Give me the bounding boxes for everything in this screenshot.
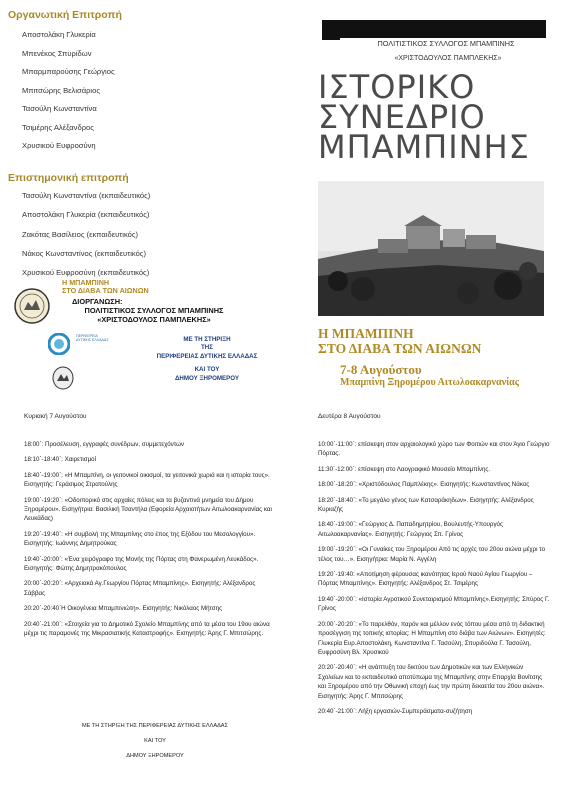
day1-heading: Κυριακή 7 Αυγούστου xyxy=(24,413,87,420)
list-item: Τσιμέρης Αλέξανδρος xyxy=(22,122,94,132)
scientific-list xyxy=(22,192,150,288)
region-logo-icon xyxy=(48,333,70,355)
title-line-2: ΣΥΝΕΔΡΙΟ xyxy=(318,98,486,136)
list-item: Μπιτσώρης Βελισάριος xyxy=(22,85,100,95)
schedule-item: 10:00΄-11:00΄: επίσκεψη στον αρχαιολογικό χώρο των Φοιτιών και στον Άγιο Γεώργιο Πόρτας. xyxy=(318,441,550,458)
list-item: Τασούλη Κωνσταντίνα xyxy=(22,104,97,113)
list-item: Μπαρμπαρούσης Γεώργιος xyxy=(22,67,115,76)
list-item: Μπενέκος Σπυρίδων xyxy=(22,48,92,58)
schedule-item: 20:00΄-20:20΄: «Το παρελθόν, παρόν και μέλλον ενός τόπου μέσα από τη διδακτική προσέγγιση της τοπικής ιστορίας: Η Μπαμπίνη στο διάβα των Αιώνων». Εισηγητές: Γλυκερία Ευρ.Αποστολάκη, Κωνσταντίνα Γ. Τασούλη, Σπυριδούλα Γ. Τασούλη, Ευφροσύνη Βλ. Χρυσικού xyxy=(318,620,546,656)
organizer-subtitle: «ΧΡΙΣΤΟΔΟΥΛΟΣ ΠΑΜΠΛΕΚΗΣ» xyxy=(97,315,211,324)
logo-title-line-1: Η ΜΠΑΜΠΙΝΗ xyxy=(62,278,110,287)
schedule-item: 18:10΄-18:40΄: Χαιρετισμοί xyxy=(24,456,96,464)
event-dates: 7-8 Αυγούστου xyxy=(340,362,422,377)
schedule-item: 11:30΄-12:00΄: επίσκεψη στο Λαογραφικό Μουσείο Μπαμπίνης. xyxy=(318,465,491,473)
schedule-item: 18:20΄-18:40΄: «Το μεγάλο γένος των Κατσαράκηδων». Εισηγητής: Αλέξανδρος Κυριαζής xyxy=(318,496,534,514)
association-subtitle: «ΧΡΙΣΤΟΔΟΥΛΟΣ ΠΑΜΠΛΕΚΗΣ» xyxy=(394,55,502,62)
footer-line-3: ΔΗΜΟΥ ΞΗΡΟΜΕΡΟΥ xyxy=(126,753,184,759)
logo-title-line-2: ΣΤΟ ΔΙΑΒΑ ΤΩΝ ΑΙΩΝΩΝ xyxy=(62,286,149,295)
schedule-item: 18:00΄: Προσέλευση, εγγραφές συνέδρων, συμμετεχόντων xyxy=(24,441,185,448)
region-logo-text: ΠΕΡΙΦΕΡΕΙΑ ΔΥΤΙΚΗΣ ΕΛΛΑΔΑΣ xyxy=(76,334,109,343)
organizer-label: ΔΙΟΡΓΑΝΩΣΗ: xyxy=(72,297,123,306)
header-black-bar xyxy=(322,20,546,40)
day1-schedule xyxy=(24,440,274,645)
theme-line-2: ΣΤΟ ΔΙΑΒΑ ΤΩΝ ΑΙΩΝΩΝ xyxy=(318,341,482,356)
schedule-item: 18:00΄-18:20΄: «Χριστόδουλος Παμπλέκης». Εισηγητής: Κωνσταντίνος Νάκος xyxy=(318,481,530,489)
list-item: Αποστολάκη Γλυκερία (εκπαιδευτικός) xyxy=(22,210,150,220)
schedule-item: 20:20΄-20:40΄Η Οικογένεια Μπαμπινιώτη». Εισηγητής: Νικόλαος Μήτσης xyxy=(24,605,223,613)
organizing-list xyxy=(22,31,115,161)
day2-heading: Δευτέρα 8 Αυγούστου xyxy=(318,413,381,420)
scientific-heading: Επιστημονική επιτροπή xyxy=(8,172,129,184)
schedule-item: 19:20΄-19:40΄: «Η συμβολή της Μπαμπίνης στο έπος της Εξόδου του Μεσολογγίου». Εισηγητής: Ιωάννης Δημητρούκας xyxy=(24,530,256,548)
list-item: Χρυσικού Ευφροσύνη (εκπαιδευτικός) xyxy=(22,268,150,278)
schedule-item: 19:40΄-20:00΄: «Ένα χειρόγραφο της Μονής της Πόρτας στη Φανερωμένη Λευκάδος». Εισηγητής: Φώτης Δημητρακόπουλος xyxy=(24,555,259,573)
list-item: Αποστολάκη Γλυκερία xyxy=(22,30,96,39)
schedule-item: 19:40΄-20:00΄: «Ιστορία Αγροτικού Συνεταιρισμού Μπαμπίνης».Εισηγητής: Σπύρος Γ. Γρίνος xyxy=(318,595,550,613)
support-line-1: ΜΕ ΤΗ ΣΤΗΡΙΞΗ xyxy=(183,336,231,343)
schedule-item: 19:00΄-19:20΄: «Οδοιπορικό στις αρχαίες πόλεις και τα βυζαντινά μνημεία του Δήμου Ξηρομέρου». Εισηγήτρια: Βασιλική Τσαντήλα (Εφορεία Αρχαιοτήτων Αιτωλοακαρνανίας και Λευκάδας) xyxy=(24,496,272,523)
support-line-4: ΚΑΙ ΤΟΥ xyxy=(194,366,220,374)
association-name: ΠΟΛΙΤΙΣΤΙΚΟΣ ΣΥΛΛΟΓΟΣ ΜΠΑΜΠΙΝΗΣ xyxy=(377,39,515,48)
schedule-item: 19:00΄-19:20΄: «Οι Γυναίκες του Ξηρομέρου Από τις αρχές του 20ου αιώνα μέχρι το τέλος του…». Εισηγήτρια: Μαρία Ν. Αγγέλη xyxy=(318,546,546,563)
theme-block xyxy=(318,326,558,356)
organizing-heading: Οργανωτική Επιτροπή xyxy=(8,9,122,21)
footer-line-2: ΚΑΙ ΤΟΥ xyxy=(144,738,166,744)
schedule-item: 18:40΄-19:00΄: «Γεώργιος Δ. Παπαδημητρίου, Βουλευτής-Υπουργός Αιτωλοακαρνανίας». Εισηγητής: Γεώργιος Σπ. Γρίνος xyxy=(318,521,503,538)
cover-photo xyxy=(318,181,544,316)
organizer-name: ΠΟΛΙΤΙΣΤΙΚΟΣ ΣΥΛΛΟΓΟΣ ΜΠΑΜΠΙΝΗΣ xyxy=(84,306,224,315)
municipality-seal-icon xyxy=(52,366,74,390)
association-seal-icon xyxy=(14,288,50,324)
support-line-2: ΤΗΣ xyxy=(201,344,213,352)
schedule-item: 20:40΄-21:00΄: «Στοιχεία για το Δημοτικό Σχολείο Μπαμπίνης από τα μέσα του 19ου αιώνα μέχρι τις παραμονές της Μικρασιατικής Καταστροφής». Εισηγητής: Άρης Γ. Μπιτσώρης. xyxy=(24,620,270,638)
support-line-5: ΔΗΜΟΥ ΞΗΡΟΜΕΡΟΥ xyxy=(174,374,240,382)
list-item: Νάκος Κωνσταντίνος (εκπαιδευτικός) xyxy=(22,248,146,258)
schedule-item: 20:00΄-20:20΄: «Αρχειακά Αγ.Γεωργίου Πόρτας Μπαμπίνης». Εισηγητής: Αλέξανδρος Σάββας xyxy=(24,580,256,597)
theme-line-1: Η ΜΠΑΜΠΙΝΗ xyxy=(318,326,414,341)
list-item: Χρυσικού Ευφροσύνη xyxy=(22,141,96,150)
title-line-1: ΙΣΤΟΡΙΚΟ xyxy=(318,68,476,106)
footer-line-1: ΜΕ ΤΗ ΣΤΗΡΙΞΗ ΤΗΣ ΠΕΡΙΦΕΡΕΙΑΣ ΔΥΤΙΚΗΣ ΕΛΛΑΔΑΣ xyxy=(81,723,228,729)
day2-schedule xyxy=(318,440,550,722)
day1-footer xyxy=(40,722,270,761)
support-line-3: ΠΕΡΙΦΕΡΕΙΑΣ ΔΥΤΙΚΗΣ ΕΛΛΑΔΑΣ xyxy=(156,352,258,360)
schedule-item: 18:40΄-19:00΄: «Η Μπαμπίνη, οι γειτονικοί οικισμοί, τα γειτονικά χωριά και η ιστορία τους». Εισηγητής: Γεράσιμος Στρατούλης xyxy=(24,471,270,489)
title-line-3: ΜΠΑΜΠΙΝΗΣ xyxy=(318,128,530,166)
schedule-item: 19:20΄-19:40: «Αποτίμηση φέρουσας ικανότητας Ιερού Ναού Αγίου Γεωργίου – Πόρτας Μπαμπίνης». Εισηγητής: Αλέξανδρος Στ. Τσιμέρης xyxy=(318,571,533,588)
event-place: Μπαμπίνη Ξηρομέρου Αιτωλοακαρνανίας xyxy=(340,377,519,388)
schedule-item: 20:40΄-21:00΄: Λήξη εργασιών-Συμπεράσματα-συζήτηση xyxy=(318,707,473,715)
list-item: Τασούλη Κωνσταντίνα (εκπαιδευτικός) xyxy=(22,191,151,200)
list-item: Ζακότας Βασίλειος (εκπαιδευτικός) xyxy=(22,229,139,239)
schedule-item: 20:20΄-20:40΄: «Η ανάπτυξη του δικτύου των Δημοτικών και των Ελληνικών Σχολείων και το εκπαιδευτικό αποτύπωμα της Μπαμπίνης στην Επαρχία Βονίτσης και Ξηρομέρου από την Οθωνική εποχή έως την πρώτη δεκαετία του 20ου αιώνα». Εισηγητής: Άρης Γ. Μπιτσώρης xyxy=(318,664,545,700)
page-title xyxy=(318,68,530,166)
